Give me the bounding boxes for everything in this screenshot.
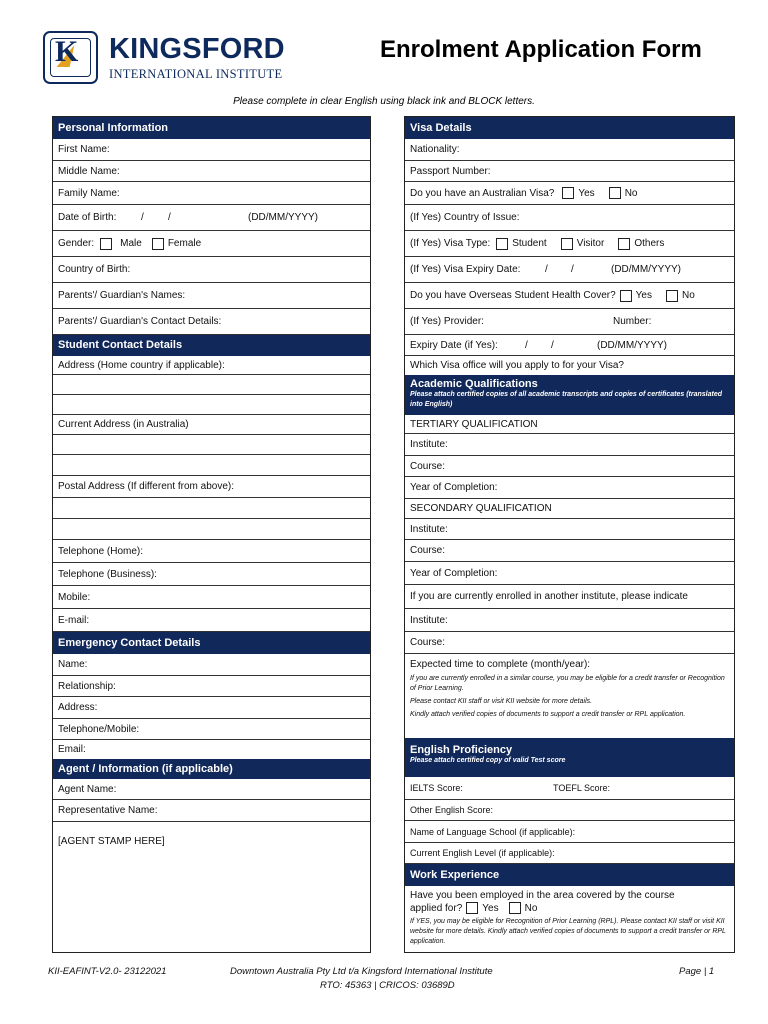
right-column [404, 116, 735, 953]
field-emergency-name[interactable] [53, 654, 370, 676]
field-aus-visa [405, 182, 734, 205]
row-secondary [405, 499, 734, 519]
logo-name: KINGSFORD [109, 33, 285, 65]
label-secondary: SECONDARY QUALIFICATION [410, 503, 552, 514]
label-dob: Date of Birth: [58, 212, 117, 223]
work-no-checkbox[interactable] [509, 902, 521, 914]
label-guardian-contact: Parents'/ Guardian's Contact Details: [58, 316, 222, 327]
footer-rto: RTO: 45363 | CRICOS: 03689D [320, 980, 455, 991]
section-header-english [405, 738, 734, 777]
logo-subtitle: INTERNATIONAL INSTITUTE [109, 67, 283, 81]
label-secondary-institute: Institute: [410, 523, 448, 535]
field-gender [53, 231, 370, 257]
field-emergency-relationship[interactable] [53, 676, 370, 697]
label-aus-visa-no: No [624, 187, 638, 199]
label-male: Male [120, 238, 142, 249]
field-email[interactable] [53, 609, 370, 632]
label-family-name: Family Name: [58, 187, 120, 199]
label-work-yes: Yes [482, 903, 499, 914]
dob-format: (DD/MM/YYYY) [248, 212, 318, 223]
label-other-institute: Institute: [410, 614, 448, 626]
field-secondary-course[interactable] [405, 540, 734, 562]
oshc-yes-checkbox[interactable] [620, 290, 632, 302]
label-agent-name: Agent Name: [58, 783, 117, 795]
label-work-no: No [524, 903, 538, 914]
field-test-scores[interactable] [405, 777, 734, 800]
label-oshc-yes: Yes [635, 290, 652, 301]
field-guardian-names[interactable] [53, 283, 370, 309]
field-tertiary-year[interactable] [405, 477, 734, 499]
visa-student-checkbox[interactable] [496, 238, 508, 250]
field-middle-name[interactable] [53, 161, 370, 182]
academic-subtitle: Please attach certified copies of all academic transcripts and copies of certificates (translated into English) [410, 391, 723, 408]
label-guardian-names: Parents'/ Guardian's Names: [58, 290, 186, 301]
dob-slash-2: / [168, 212, 171, 223]
field-other-institute[interactable] [405, 609, 734, 632]
field-home-address-line3[interactable] [53, 395, 370, 415]
academic-title: Academic Qualifications [410, 378, 538, 390]
field-current-address-line3[interactable] [53, 455, 370, 476]
dob-slash-1: / [141, 212, 144, 223]
field-emergency-tel[interactable] [53, 719, 370, 740]
field-postal-address-line3[interactable] [53, 519, 370, 540]
field-postal-address[interactable] [53, 476, 370, 498]
label-passport: Passport Number: [410, 165, 491, 177]
note-contact-staff: Please contact KII staff or visit KII website for more details. [410, 698, 593, 705]
label-visa-others: Others [634, 238, 665, 249]
label-other-course: Course: [410, 637, 446, 648]
field-guardian-contact[interactable] [53, 309, 370, 335]
label-emergency-tel: Telephone/Mobile: [58, 723, 140, 735]
footer-page: Page | 1 [679, 966, 715, 977]
field-expected-completion[interactable] [405, 654, 734, 738]
field-home-address[interactable] [53, 356, 370, 375]
expiry-yes-slash-2: / [551, 339, 554, 351]
label-visa-student: Student [512, 238, 547, 249]
left-column [52, 116, 371, 953]
label-employed: Have you been employed in the area covered by the course [410, 890, 675, 901]
work-yes-checkbox[interactable] [466, 902, 478, 914]
label-email: E-mail: [58, 614, 90, 626]
label-country-issue: (If Yes) Country of Issue: [410, 212, 520, 223]
note-rpl: If YES, you may be eligible for Recognition of Prior Learning (RPL). Please contact KII staff or visit KII website for more details. Kindly attach verified copies of documents to support a credit transfer or RPL application. [410, 918, 726, 945]
label-ielts: IELTS Score: [410, 783, 463, 793]
logo-mark-icon: K [43, 31, 98, 84]
label-english-level: Current English Level (if applicable): [410, 848, 555, 858]
section-header-emergency: Emergency Contact Details [53, 632, 370, 654]
field-first-name[interactable] [53, 139, 370, 161]
field-emergency-email[interactable] [53, 740, 370, 759]
label-female: Female [167, 238, 202, 249]
male-checkbox[interactable] [100, 238, 112, 250]
label-other-english: Other English Score: [410, 805, 494, 815]
field-current-address[interactable] [53, 415, 370, 435]
field-current-address-line2[interactable] [53, 435, 370, 455]
logo [43, 31, 298, 87]
field-visa-type [405, 231, 734, 257]
field-tertiary-institute[interactable] [405, 434, 734, 456]
label-emergency-email: Email: [58, 744, 86, 755]
section-header-personal: Personal Information [53, 117, 370, 139]
label-gender: Gender: [58, 238, 95, 249]
english-subtitle: Please attach certified copy of valid Test score [410, 757, 566, 764]
label-visa-type: (If Yes) Visa Type: [410, 238, 491, 249]
label-visa-expiry: (If Yes) Visa Expiry Date: [410, 264, 521, 275]
field-nationality[interactable] [405, 139, 734, 161]
field-passport[interactable] [405, 161, 734, 182]
field-provider[interactable] [405, 309, 734, 335]
label-tertiary: TERTIARY QUALIFICATION [410, 418, 538, 430]
field-country-birth[interactable] [53, 257, 370, 283]
field-language-school[interactable] [405, 821, 734, 843]
section-header-visa: Visa Details [405, 117, 734, 139]
label-oshc-no: No [682, 290, 695, 301]
expiry-format: (DD/MM/YYYY) [611, 264, 681, 275]
label-visa-visitor: Visitor [576, 238, 605, 249]
label-tel-business: Telephone (Business): [58, 568, 157, 580]
label-postal-address: Postal Address (If different from above): [58, 481, 235, 492]
label-agent-stamp: [AGENT STAMP HERE] [58, 836, 165, 847]
label-tel-home: Telephone (Home): [58, 545, 144, 557]
field-tertiary-course[interactable] [405, 456, 734, 477]
field-mobile[interactable] [53, 586, 370, 609]
expiry-yes-slash-1: / [525, 339, 528, 351]
label-home-address: Address (Home country if applicable): [58, 359, 225, 371]
field-agent-name[interactable] [53, 779, 370, 800]
label-toefl: TOEFL Score: [553, 783, 611, 793]
label-middle-name: Middle Name: [58, 165, 120, 177]
field-other-english[interactable] [405, 800, 734, 821]
label-enrolled-other: If you are currently enrolled in another institute, please indicate [410, 591, 688, 602]
field-visa-expiry[interactable] [405, 257, 734, 283]
footer-doc-code: KII-EAFINT-V2.0- 23122021 [48, 966, 167, 977]
label-aus-visa-yes: Yes [578, 187, 595, 199]
label-secondary-course: Course: [410, 545, 446, 556]
label-oshc: Do you have Overseas Student Health Cover? [410, 290, 616, 301]
label-language-school: Name of Language School (if applicable): [410, 826, 576, 837]
label-tertiary-institute: Institute: [410, 439, 448, 450]
label-tertiary-year: Year of Completion: [410, 482, 498, 493]
field-dob[interactable] [53, 205, 370, 231]
field-country-issue[interactable] [405, 205, 734, 231]
section-header-student-contact: Student Contact Details [53, 335, 370, 356]
section-header-agent: Agent / Information (if applicable) [53, 759, 370, 779]
section-header-work: Work Experience [405, 864, 734, 886]
visa-visitor-checkbox[interactable] [561, 238, 573, 250]
section-header-academic [405, 375, 734, 415]
label-secondary-year: Year of Completion: [410, 567, 498, 579]
field-postal-address-line2[interactable] [53, 498, 370, 519]
label-visa-office: Which Visa office will you apply to for your Visa? [410, 360, 624, 371]
label-aus-visa: Do you have an Australian Visa? [410, 187, 555, 199]
label-emergency-name: Name: [58, 659, 88, 670]
label-first-name: First Name: [58, 144, 110, 155]
expiry-slash-1: / [545, 264, 548, 275]
row-enrolled-other [405, 585, 734, 609]
label-provider: (If Yes) Provider: [410, 316, 484, 327]
footer-company: Downtown Australia Pty Ltd t/a Kingsford International Institute [230, 966, 493, 977]
field-visa-office[interactable] [405, 356, 734, 375]
field-english-level[interactable] [405, 843, 734, 864]
field-secondary-institute[interactable] [405, 519, 734, 540]
note-credit-transfer: If you are currently enrolled in a similar course, you may be eligible for a credit transfer or Recognition of Prior Learning. [410, 675, 725, 692]
label-emergency-address: Address: [58, 702, 98, 713]
note-attach-documents: Kindly attach verified copies of documents to support a credit transfer or RPL application. [410, 711, 686, 718]
aus-visa-no-checkbox[interactable] [609, 187, 621, 199]
label-provider-number: Number: [613, 316, 652, 327]
label-expected: Expected time to complete (month/year): [410, 659, 591, 670]
label-expiry-yes: Expiry Date (if Yes): [410, 339, 498, 351]
field-expiry-yes[interactable] [405, 335, 734, 356]
label-nationality: Nationality: [410, 144, 460, 155]
field-oshc [405, 283, 734, 309]
label-rep-name: Representative Name: [58, 805, 158, 816]
field-rep-name[interactable] [53, 800, 370, 822]
field-family-name[interactable] [53, 182, 370, 205]
instruction-text: Please complete in clear English using black ink and BLOCK letters. [233, 96, 535, 107]
field-work-experience [405, 886, 734, 952]
field-home-address-line2[interactable] [53, 375, 370, 395]
label-country-birth: Country of Birth: [58, 264, 131, 275]
aus-visa-yes-checkbox[interactable] [562, 187, 574, 199]
label-applied: applied for? [410, 903, 463, 914]
expiry-slash-2: / [571, 264, 574, 275]
agent-stamp-area[interactable] [53, 822, 370, 952]
row-tertiary [405, 415, 734, 434]
female-checkbox[interactable] [152, 238, 164, 250]
field-other-course[interactable] [405, 632, 734, 654]
field-secondary-year[interactable] [405, 562, 734, 585]
label-mobile: Mobile: [58, 591, 91, 603]
english-title: English Proficiency [410, 744, 513, 756]
label-current-address: Current Address (in Australia) [58, 419, 189, 430]
field-tel-business[interactable] [53, 563, 370, 586]
oshc-no-checkbox[interactable] [666, 290, 678, 302]
field-emergency-address[interactable] [53, 697, 370, 719]
visa-others-checkbox[interactable] [618, 238, 630, 250]
label-emergency-relationship: Relationship: [58, 680, 116, 692]
expiry-yes-format: (DD/MM/YYYY) [597, 339, 667, 351]
page-title: Enrolment Application Form [380, 36, 702, 63]
field-tel-home[interactable] [53, 540, 370, 563]
label-tertiary-course: Course: [410, 460, 446, 472]
